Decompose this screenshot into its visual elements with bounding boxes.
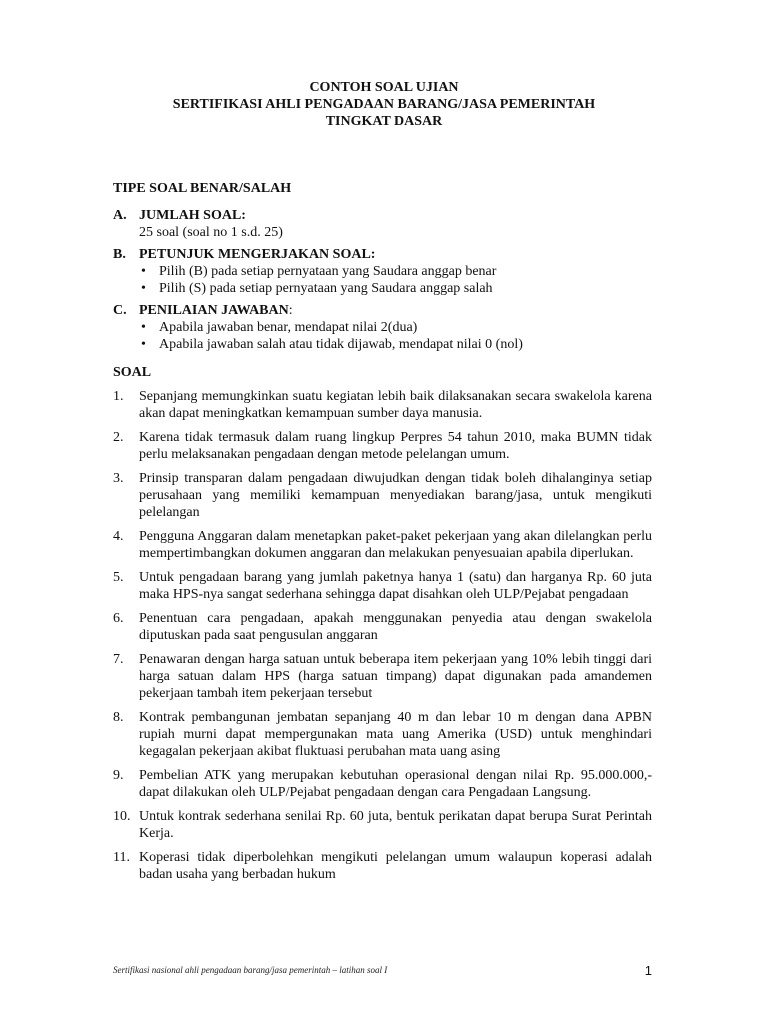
- question-item: [113, 709, 652, 760]
- question-text: Penentuan cara pengadaan, apakah menggunakan penyedia atau dengan swakelola diputuskan pada saat pengusulan anggaran: [139, 611, 652, 643]
- bullet-icon: •: [141, 320, 146, 335]
- question-item: [113, 610, 652, 644]
- question-number: 5.: [113, 570, 124, 585]
- question-number: 10.: [113, 809, 131, 824]
- section-penilaian: [113, 302, 652, 353]
- bullet-icon: •: [141, 337, 146, 352]
- question-item: [113, 849, 652, 883]
- section-title: PETUNJUK MENGERJAKAN SOAL:: [139, 247, 376, 262]
- title-line-3: TINGKAT DASAR: [325, 114, 443, 129]
- question-item: [113, 470, 652, 521]
- bullet-icon: •: [141, 281, 146, 296]
- question-text: Karena tidak termasuk dalam ruang lingkup Perpres 54 tahun 2010, maka BUMN tidak perlu melaksanakan pengadaan dengan metode pelelangan umum.: [139, 430, 652, 462]
- scoring-list: [139, 319, 652, 353]
- list-item-text: Pilih (B) pada setiap pernyataan yang Saudara anggap benar: [159, 264, 497, 279]
- instruction-list: [139, 263, 652, 297]
- title-line-2: SERTIFIKASI AHLI PENGADAAN BARANG/JASA PEMERINTAH: [172, 97, 596, 112]
- document-title: [0, 79, 768, 130]
- list-item: [139, 280, 652, 297]
- list-item: [139, 263, 652, 280]
- question-text: Kontrak pembangunan jembatan sepanjang 40 m dan lebar 10 m dengan dana APBN rupiah murni dapat mempergunakan mata uang Amerika (USD) untuk menghindari kegagalan pekerjaan akibat fluktuasi perubahan mata uang asing: [139, 710, 652, 759]
- question-item: [113, 528, 652, 562]
- page-number: 1: [644, 963, 652, 978]
- list-item: [139, 319, 652, 336]
- list-item-text: Pilih (S) pada setiap pernyataan yang Saudara anggap salah: [159, 281, 493, 296]
- question-text: Koperasi tidak diperbolehkan mengikuti pelelangan umum walaupun koperasi adalah badan usaha yang berbadan hukum: [139, 850, 652, 882]
- question-text: Pembelian ATK yang merupakan kebutuhan operasional dengan nilai Rp. 95.000.000,- dapat dilakukan oleh ULP/Pejabat pengadaan dengan cara Pengadaan Langsung.: [139, 768, 652, 800]
- soal-heading: SOAL: [113, 365, 152, 380]
- list-item: [139, 336, 652, 353]
- question-item: [113, 388, 652, 422]
- section-text: 25 soal (soal no 1 s.d. 25): [139, 225, 283, 240]
- question-item: [113, 767, 652, 801]
- question-number: 4.: [113, 529, 124, 544]
- question-number: 6.: [113, 611, 124, 626]
- question-number: 9.: [113, 768, 124, 783]
- question-item: [113, 429, 652, 463]
- question-number: 2.: [113, 430, 124, 445]
- question-text: Untuk kontrak sederhana senilai Rp. 60 juta, bentuk perikatan dapat berupa Surat Perintah Kerja.: [139, 809, 652, 841]
- question-number: 11.: [113, 850, 130, 865]
- section-letter: A.: [113, 208, 127, 223]
- document-body: [113, 180, 652, 890]
- question-number: 8.: [113, 710, 124, 725]
- question-text: Penawaran dengan harga satuan untuk beberapa item pekerjaan yang 10% lebih tinggi dari harga satuan dalam HPS (harga satuan timpang) dapat digunakan pada amandemen pekerjaan tambah item pekerjaan tersebut: [139, 652, 652, 701]
- bullet-icon: •: [141, 264, 146, 279]
- section-jumlah-soal: [113, 207, 652, 241]
- footer-text: Sertifikasi nasional ahli pengadaan barang/jasa pemerintah – latihan soal I: [113, 965, 388, 975]
- question-number: 1.: [113, 389, 124, 404]
- section-letter: C.: [113, 303, 127, 318]
- list-item-text: Apabila jawaban salah atau tidak dijawab, mendapat nilai 0 (nol): [159, 337, 523, 352]
- question-number: 3.: [113, 471, 124, 486]
- question-type-heading: TIPE SOAL BENAR/SALAH: [113, 181, 292, 196]
- section-letter: B.: [113, 247, 126, 262]
- question-list: [113, 388, 652, 883]
- section-title: PENILAIAN JAWABAN:: [139, 303, 293, 318]
- section-petunjuk: [113, 246, 652, 297]
- question-number: 7.: [113, 652, 124, 667]
- question-item: [113, 808, 652, 842]
- question-text: Untuk pengadaan barang yang jumlah paketnya hanya 1 (satu) dan harganya Rp. 60 juta maka HPS-nya sangat sederhana sehingga dapat disahkan oleh ULP/Pejabat pengadaan: [139, 570, 652, 602]
- title-line-1: CONTOH SOAL UJIAN: [309, 80, 459, 95]
- question-item: [113, 569, 652, 603]
- list-item-text: Apabila jawaban benar, mendapat nilai 2(dua): [159, 320, 418, 335]
- question-text: Pengguna Anggaran dalam menetapkan paket-paket pekerjaan yang akan dilelangkan perlu mempertimbangkan dokumen anggaran dan melakukan penyesuaian apabila diperlukan.: [139, 529, 652, 561]
- question-item: [113, 651, 652, 702]
- question-text: Sepanjang memungkinkan suatu kegiatan lebih baik dilaksanakan secara swakelola karena akan dapat meningkatkan kemampuan sumber daya manusia.: [139, 389, 652, 421]
- section-title: JUMLAH SOAL:: [139, 208, 246, 223]
- question-text: Prinsip transparan dalam pengadaan diwujudkan dengan tidak boleh dihalanginya setiap perusahaan yang memiliki kemampuan menyediakan barang/jasa, untuk mengikuti pelelangan: [139, 471, 652, 520]
